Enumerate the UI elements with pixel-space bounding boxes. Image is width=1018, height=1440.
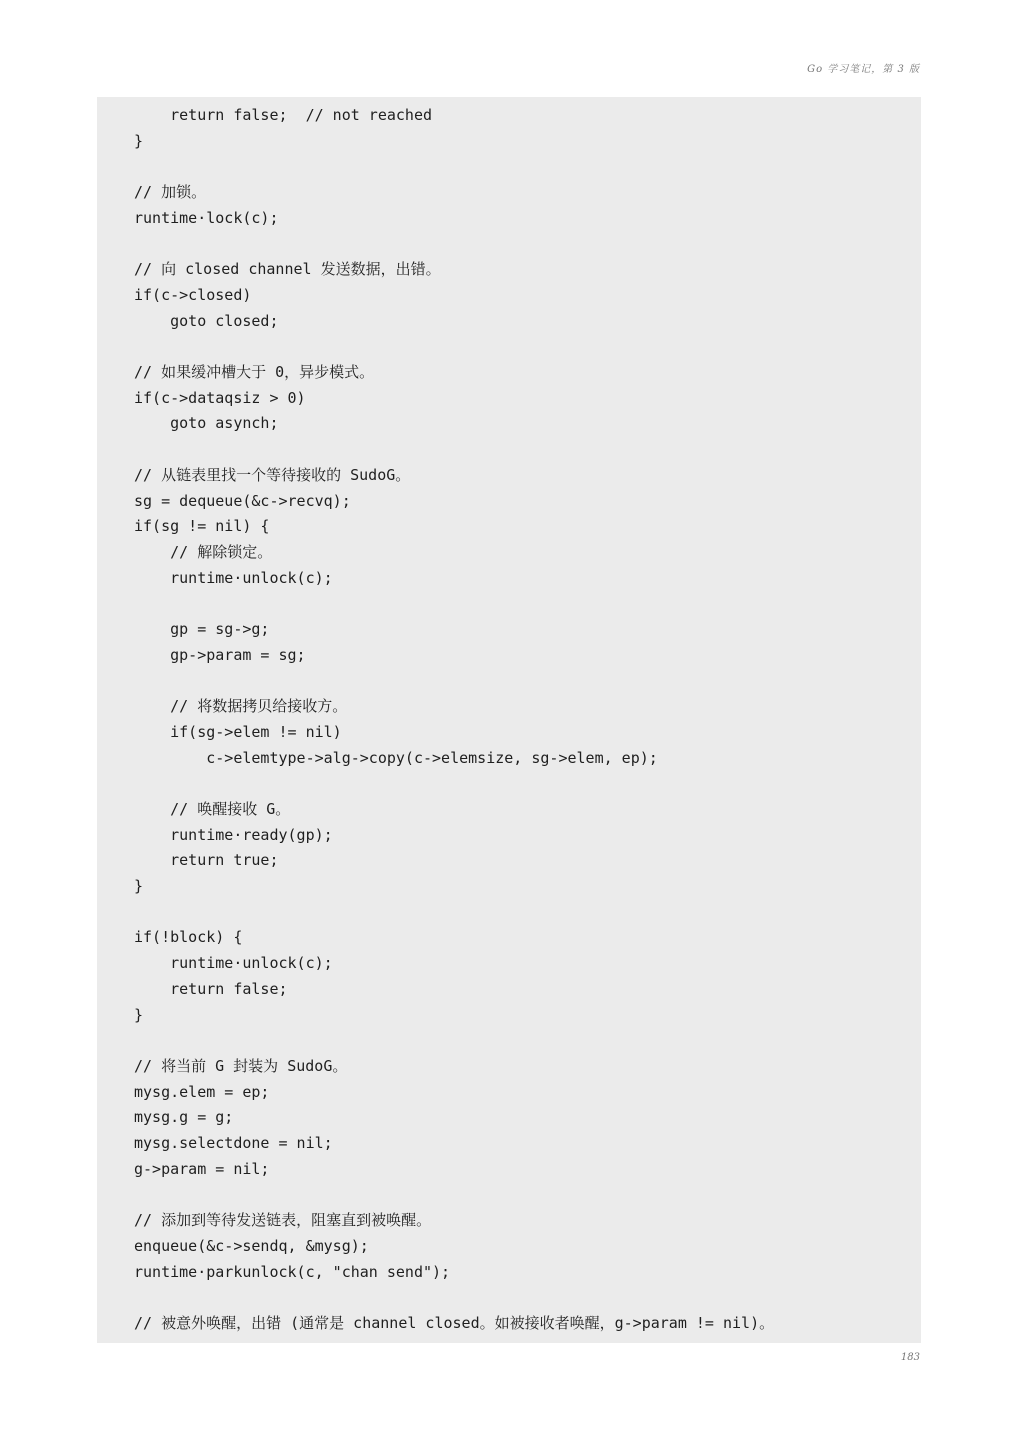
code-line: runtime·unlock(c);	[134, 568, 333, 587]
code-line: // 将数据拷贝给接收方。	[134, 697, 348, 716]
code-line: goto asynch;	[134, 414, 279, 433]
code-line: mysg.g = g;	[134, 1108, 234, 1127]
code-line: // 加锁。	[134, 183, 207, 202]
code-line: return false;	[134, 979, 288, 998]
code-line: mysg.selectdone = nil;	[134, 1134, 333, 1152]
code-line: // 唤醒接收 G。	[134, 799, 291, 818]
code-line: if(!block) {	[134, 928, 243, 947]
code-line: runtime·ready(gp);	[134, 825, 333, 844]
code-line: enqueue(&c->sendq, &mysg);	[134, 1236, 369, 1255]
page-number: 183	[900, 1352, 920, 1363]
code-line: runtime·unlock(c);	[134, 954, 333, 973]
code-line: // 被意外唤醒，出错 (通常是 channel closed。如被接收者唤醒，g->param != nil)。	[134, 1313, 775, 1332]
code-line: return false; // not reached	[134, 106, 433, 124]
code-line: c->elemtype->alg->copy(c->elemsize, sg->elem, ep);	[134, 748, 658, 767]
code-line: // 如果缓冲槽大于 0，异步模式。	[134, 363, 375, 381]
code-line: if(sg != nil) {	[134, 517, 270, 536]
code-line: return true;	[134, 851, 279, 870]
code-line: goto closed;	[134, 311, 279, 330]
code-line: g->param = nil;	[134, 1159, 270, 1178]
code-line: // 从链表里找一个等待接收的 SudoG。	[134, 465, 411, 484]
code-line: if(c->closed)	[134, 285, 252, 304]
code-line: // 将当前 G 封装为 SudoG。	[134, 1056, 348, 1075]
code-line: // 解除锁定。	[134, 542, 273, 561]
code-line: if(c->dataqsiz > 0)	[134, 388, 306, 407]
code-line: // 添加到等待发送链表，阻塞直到被唤醒。	[134, 1211, 432, 1230]
code-line: mysg.elem = ep;	[134, 1082, 270, 1101]
code-line: }	[134, 1005, 144, 1024]
code-line: // 向 closed channel 发送数据，出错。	[134, 260, 441, 279]
code-line: }	[134, 877, 144, 895]
code-line: sg = dequeue(&c->recvq);	[134, 491, 351, 510]
code-line: if(sg->elem != nil)	[134, 722, 342, 741]
running-header: Go 学习笔记，第 3 版	[807, 64, 920, 75]
code-line: }	[134, 131, 144, 150]
code-line: runtime·lock(c);	[134, 208, 279, 227]
code-block	[97, 97, 921, 1343]
code-line: runtime·parkunlock(c, "chan send");	[134, 1262, 451, 1281]
code-line: gp->param = sg;	[134, 645, 306, 664]
code-line: gp = sg->g;	[134, 620, 270, 638]
